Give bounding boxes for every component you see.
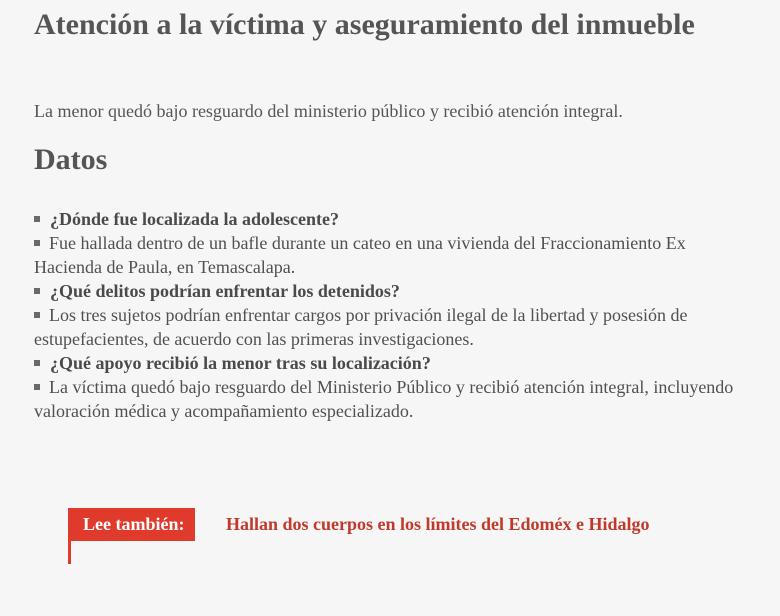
section-title: Atención a la víctima y aseguramiento del inmueble bbox=[34, 8, 695, 41]
faq-question bbox=[34, 351, 756, 375]
faq-question-text: ¿Qué delitos podrían enfrentar los detenidos? bbox=[50, 281, 400, 301]
square-bullet-icon bbox=[34, 312, 40, 318]
faq-answer-text: La víctima quedó bajo resguardo del Ministerio Público y recibió atención integral, incluyendo valoración médica y acompañamiento especializado. bbox=[34, 377, 734, 421]
faq-answer-text: Fue hallada dentro de un bafle durante un cateo en una vivienda del Fraccionamiento Ex Hacienda de Paula, en Temascalapa. bbox=[34, 233, 686, 277]
faq-question-text: ¿Dónde fue localizada la adolescente? bbox=[50, 209, 339, 229]
faq-answer-text: Los tres sujetos podrían enfrentar cargos por privación ilegal de la libertad y posesión de estupefacientes, de acuerdo con las primeras investigaciones. bbox=[34, 305, 688, 349]
square-bullet-icon bbox=[34, 360, 40, 366]
related-article-link[interactable]: Hallan dos cuerpos en los límites del Edoméx e Hidalgo bbox=[226, 514, 650, 534]
related-article-box bbox=[68, 508, 708, 564]
datos-heading: Datos bbox=[34, 143, 108, 176]
section-lead: La menor quedó bajo resguardo del ministerio público y recibió atención integral. bbox=[34, 101, 623, 121]
square-bullet-icon bbox=[34, 240, 40, 246]
faq-question bbox=[34, 279, 756, 303]
square-bullet-icon bbox=[34, 288, 40, 294]
datos-list bbox=[34, 207, 756, 423]
square-bullet-icon bbox=[34, 384, 40, 390]
faq-question-text: ¿Qué apoyo recibió la menor tras su localización? bbox=[50, 353, 431, 373]
faq-question bbox=[34, 207, 756, 231]
faq-answer bbox=[34, 375, 756, 423]
lee-tambien-badge: Lee también: bbox=[68, 508, 195, 541]
faq-answer bbox=[34, 303, 756, 351]
square-bullet-icon bbox=[34, 216, 40, 222]
faq-answer bbox=[34, 231, 756, 279]
